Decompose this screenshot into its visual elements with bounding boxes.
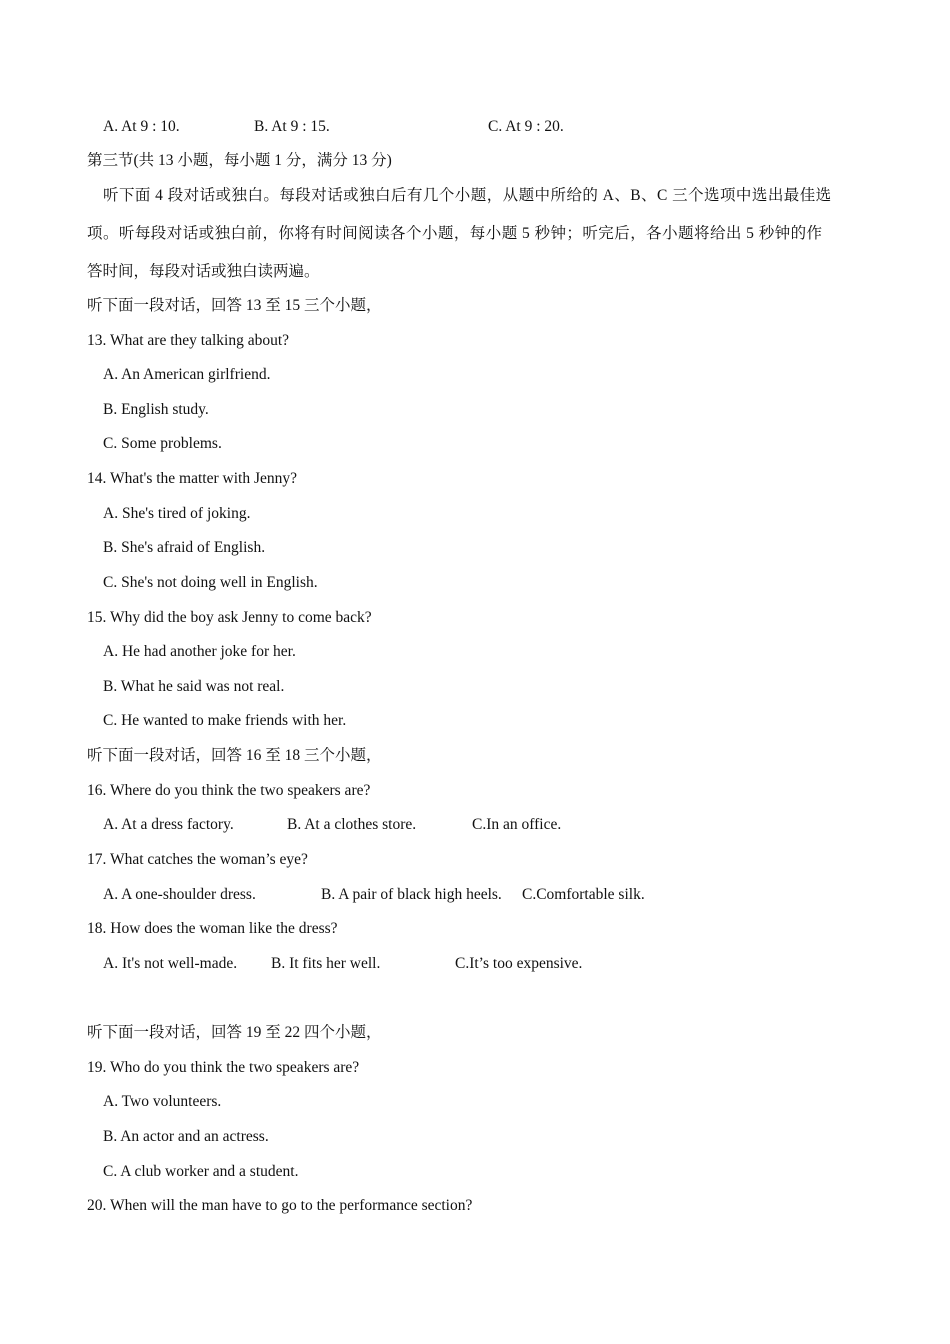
q17-option-b: B. A pair of black high heels.: [321, 886, 502, 903]
q19-question: 19. Who do you think the two speakers are?: [87, 1059, 360, 1076]
q19-option-a: A. Two volunteers.: [103, 1093, 222, 1110]
q17-option-c: C.Comfortable silk.: [522, 886, 645, 903]
q12-option-b: B. At 9 : 15.: [254, 118, 330, 135]
q15-question: 15. Why did the boy ask Jenny to come back?: [87, 609, 372, 626]
q12-option-c: C. At 9 : 20.: [488, 118, 564, 135]
q19-option-b: B. An actor and an actress.: [103, 1128, 269, 1145]
q15-option-a: A. He had another joke for her.: [103, 643, 296, 660]
q12-option-a: A. At 9 : 10.: [103, 118, 180, 135]
q18-option-a: A. It's not well-made.: [103, 955, 238, 972]
section3-instructions-line3: 答时间，每段对话或独白读两遍。: [87, 263, 320, 280]
q18-question: 18. How does the woman like the dress?: [87, 920, 338, 937]
q17-question: 17. What catches the woman’s eye?: [87, 851, 308, 868]
q14-option-b: B. She's afraid of English.: [103, 539, 266, 556]
q15-option-b: B. What he said was not real.: [103, 678, 285, 695]
q16-option-a: A. At a dress factory.: [103, 816, 234, 833]
q20-question: 20. When will the man have to go to the performance section?: [87, 1197, 473, 1214]
q18-option-b: B. It fits her well.: [271, 955, 381, 972]
q14-question: 14. What's the matter with Jenny?: [87, 470, 297, 487]
dialogue3-intro: 听下面一段对话，回答 19 至 22 四个小题，: [87, 1024, 382, 1041]
q13-option-a: A. An American girlfriend.: [103, 366, 271, 383]
q16-option-c: C.In an office.: [472, 816, 562, 833]
dialogue2-intro: 听下面一段对话，回答 16 至 18 三个小题，: [87, 747, 382, 764]
dialogue1-intro: 听下面一段对话，回答 13 至 15 三个小题，: [87, 297, 382, 314]
q15-option-c: C. He wanted to make friends with her.: [103, 712, 347, 729]
q17-option-a: A. A one-shoulder dress.: [103, 886, 256, 903]
section3-instructions-line1: 听下面 4 段对话或独白。每段对话或独白后有几个小题，从题中所给的 A、B、C 三个选项中选出最佳选: [103, 187, 832, 204]
q13-question: 13. What are they talking about?: [87, 332, 290, 349]
q16-question: 16. Where do you think the two speakers are?: [87, 782, 371, 799]
q19-option-c: C. A club worker and a student.: [103, 1163, 299, 1180]
q16-option-b: B. At a clothes store.: [287, 816, 417, 833]
section3-instructions-line2: 项。听每段对话或独白前，你将有时间阅读各个小题，每小题 5 秒钟；听完后，各小题将给出 5 秒钟的作: [87, 225, 823, 242]
q13-option-b: B. English study.: [103, 401, 209, 418]
section3-title: 第三节(共 13 小题，每小题 1 分，满分 13 分): [87, 152, 392, 169]
q14-option-a: A. She's tired of joking.: [103, 505, 251, 522]
q13-option-c: C. Some problems.: [103, 435, 222, 452]
q14-option-c: C. She's not doing well in English.: [103, 574, 318, 591]
q18-option-c: C.It’s too expensive.: [455, 955, 583, 972]
